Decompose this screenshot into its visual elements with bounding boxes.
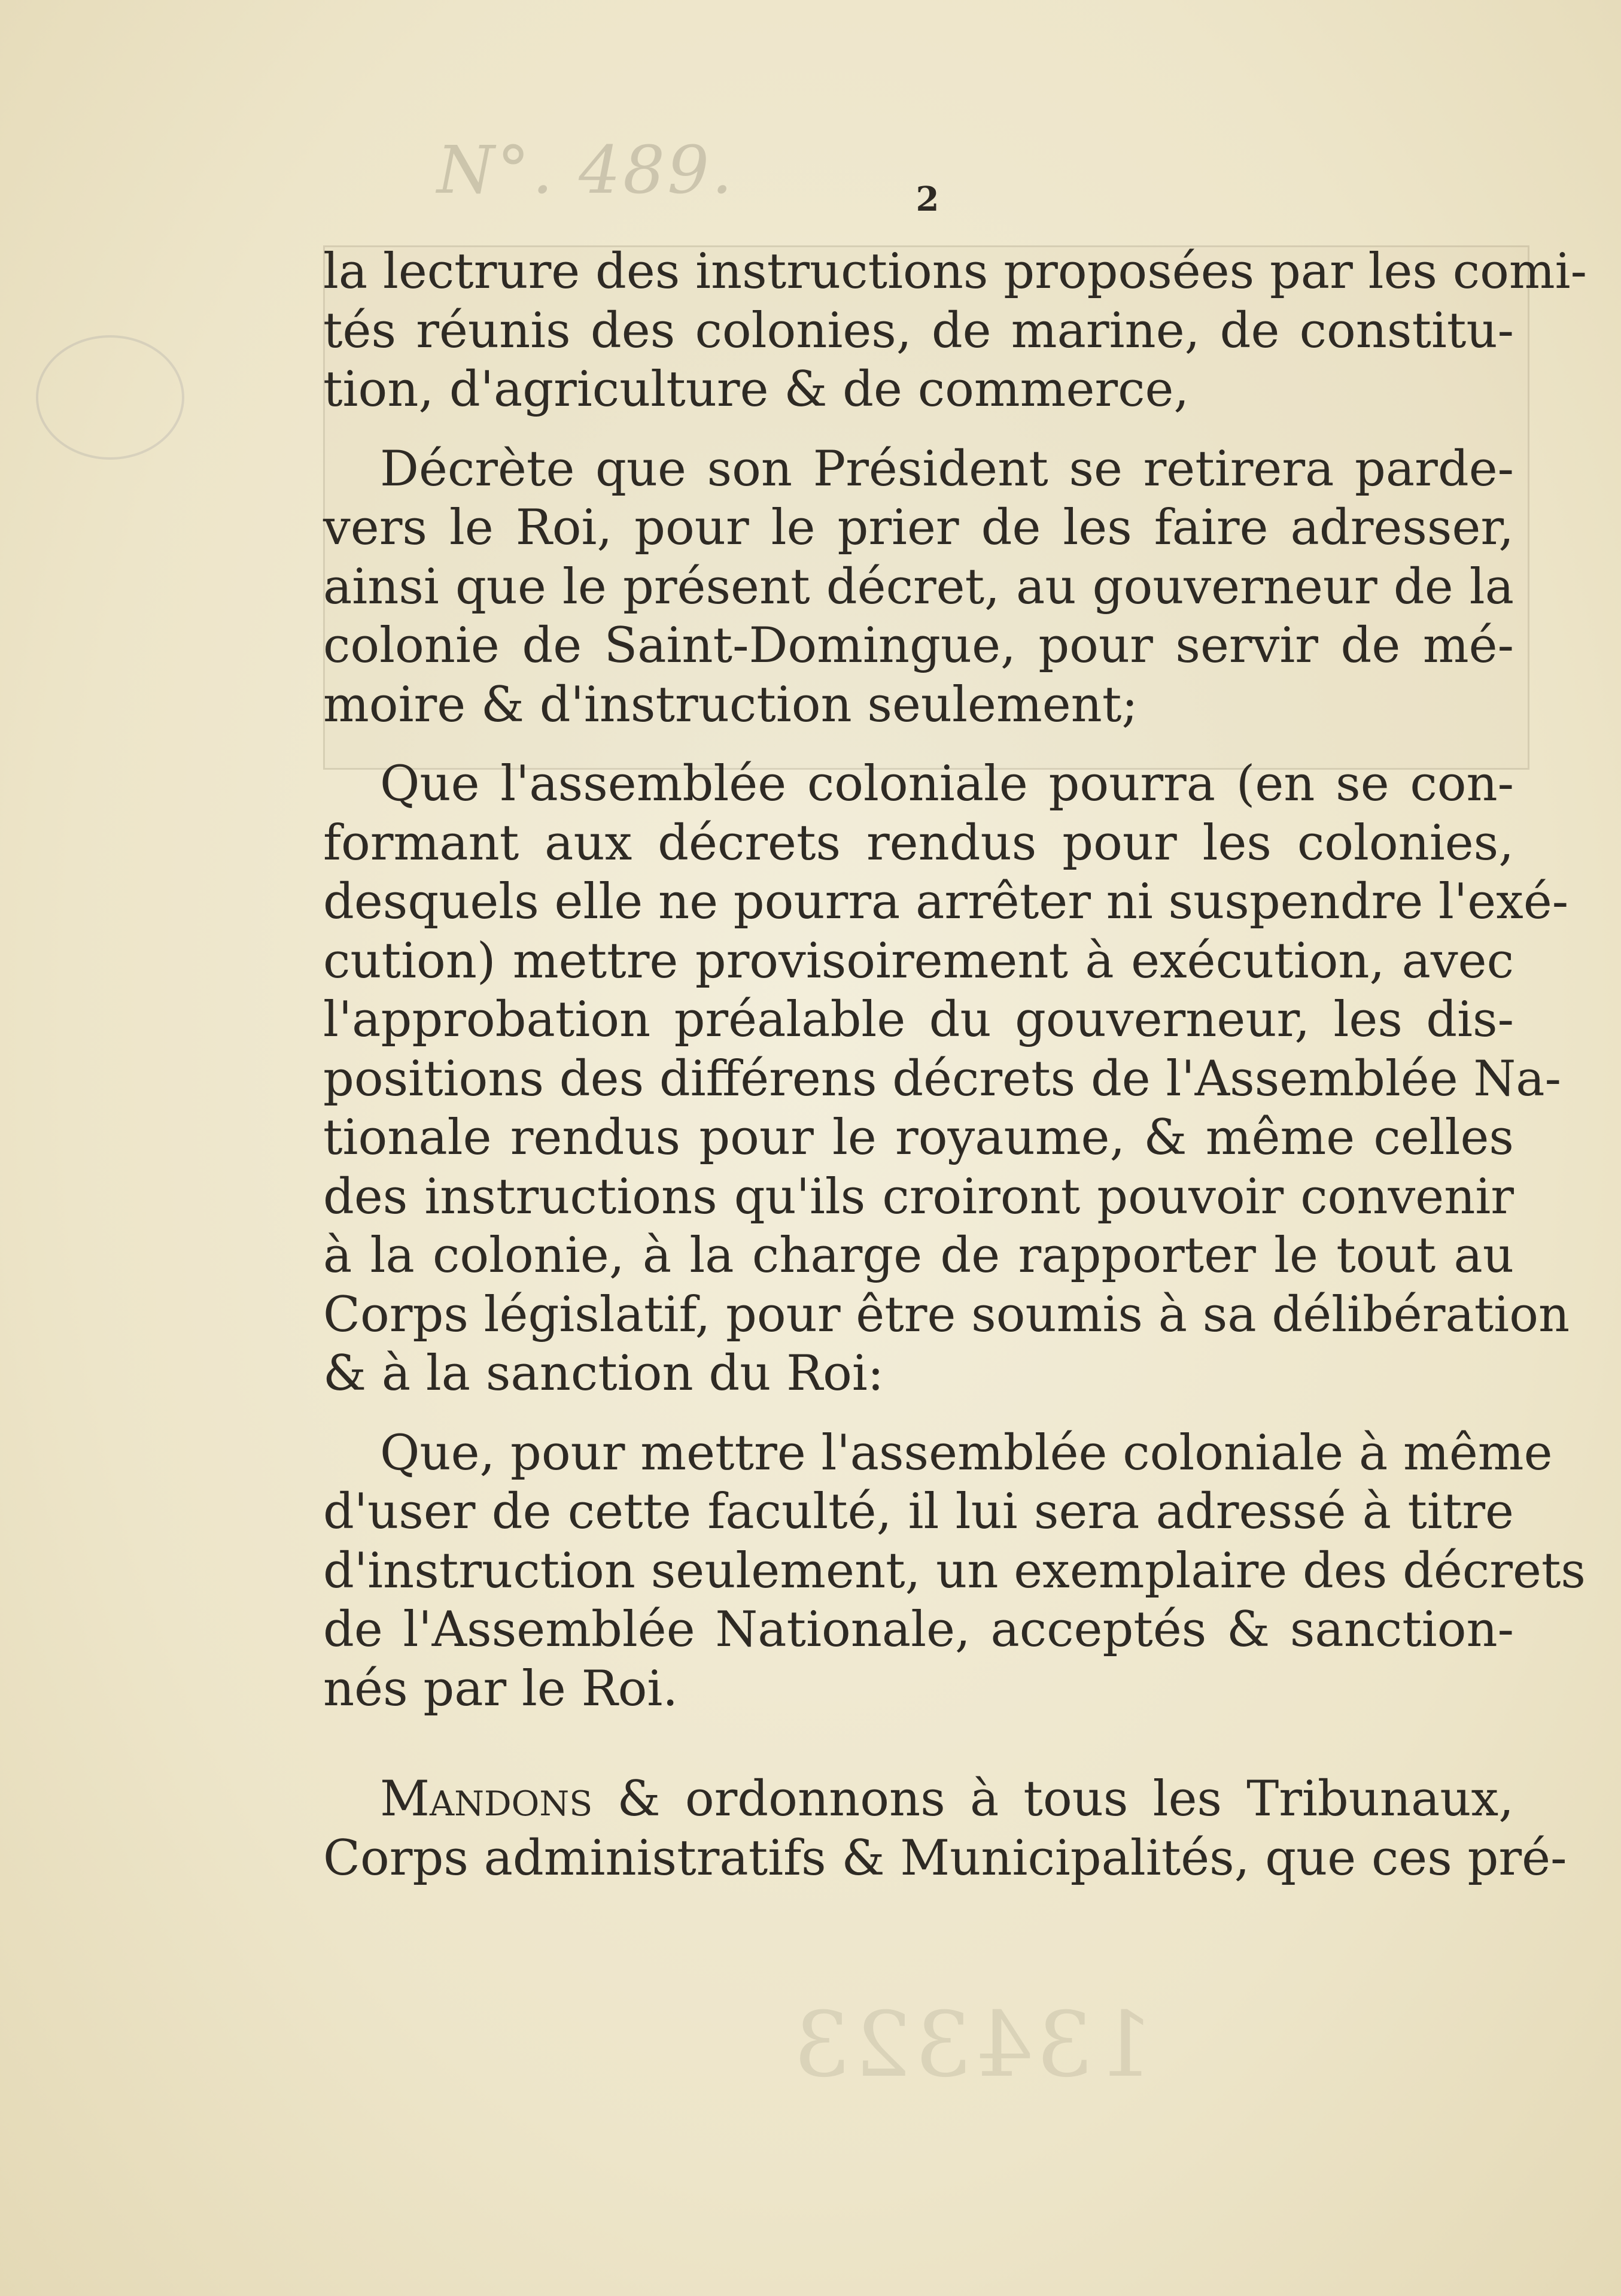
text-line: tion, d'agriculture & de commerce, xyxy=(323,362,1190,418)
text-line: desquels elle ne pourra arrêter ni suspendre l'exé- xyxy=(323,874,1569,930)
faded-stamp xyxy=(36,335,184,460)
text-line: positions des différens décrets de l'Assemblée Na- xyxy=(323,1050,1561,1107)
text-line: ainsi que le présent décret, au gouverneur de la xyxy=(323,558,1514,615)
text-line: de l'Assemblée Nationale, acceptés & sanction- xyxy=(323,1602,1514,1658)
text-line: des instructions qu'ils croiront pouvoir convenir xyxy=(323,1168,1514,1225)
paragraph-2 xyxy=(323,440,1514,735)
ghost-catalog-number: 134323 xyxy=(790,1993,1154,2097)
paragraph-3 xyxy=(323,755,1570,1404)
text-line: Corps législatif, pour être soumis à sa délibération xyxy=(323,1286,1570,1343)
text-line: d'instruction seulement, un exemplaire des décrets xyxy=(323,1542,1586,1599)
paragraph-4 xyxy=(323,1424,1586,1719)
text-line: tionale rendus pour le royaume, & même celles xyxy=(323,1110,1514,1166)
lead-word: Mandons xyxy=(380,1771,593,1827)
text-line: vers le Roi, pour le prier de les faire adresser, xyxy=(323,500,1514,556)
text-line: Que l'assemblée coloniale pourra (en se con- xyxy=(380,756,1514,812)
text-line: tés réunis des colonies, de marine, de constitu- xyxy=(323,302,1514,359)
text-line: Que, pour mettre l'assemblée coloniale à même xyxy=(380,1425,1553,1481)
paragraph-1 xyxy=(323,242,1587,420)
text-line: l'approbation préalable du gouverneur, les dis- xyxy=(323,992,1514,1048)
text-line: Corps administratifs & Municipalités, que ces pré- xyxy=(323,1830,1567,1887)
paragraph-5 xyxy=(323,1770,1567,1888)
text-line: d'user de cette faculté, il lui sera adressé à titre xyxy=(323,1484,1514,1540)
text-line: moire & d'instruction seulement; xyxy=(323,676,1138,733)
text-line: & à la sanction du Roi: xyxy=(323,1346,884,1402)
text-line: formant aux décrets rendus pour les colonies, xyxy=(323,815,1514,871)
text-line: Décrète que son Président se retirera parde- xyxy=(380,441,1514,497)
text-line: la lectrure des instructions proposées par les comi- xyxy=(323,244,1587,300)
text-line: nés par le Roi. xyxy=(323,1660,679,1717)
faint-catalog-number: N°. 489. xyxy=(437,132,735,208)
text-line: à la colonie, à la charge de rapporter le tout au xyxy=(323,1228,1514,1284)
text-line xyxy=(323,1770,1514,1829)
page-number: 2 xyxy=(916,180,939,219)
body-text xyxy=(323,242,1587,1888)
text-line: colonie de Saint-Domingue, pour servir de mé- xyxy=(323,618,1514,674)
text-fragment: & ordonnons à tous les Tribunaux, xyxy=(592,1771,1514,1827)
text-line: cution) mettre provisoirement à exécution, avec xyxy=(323,933,1514,989)
